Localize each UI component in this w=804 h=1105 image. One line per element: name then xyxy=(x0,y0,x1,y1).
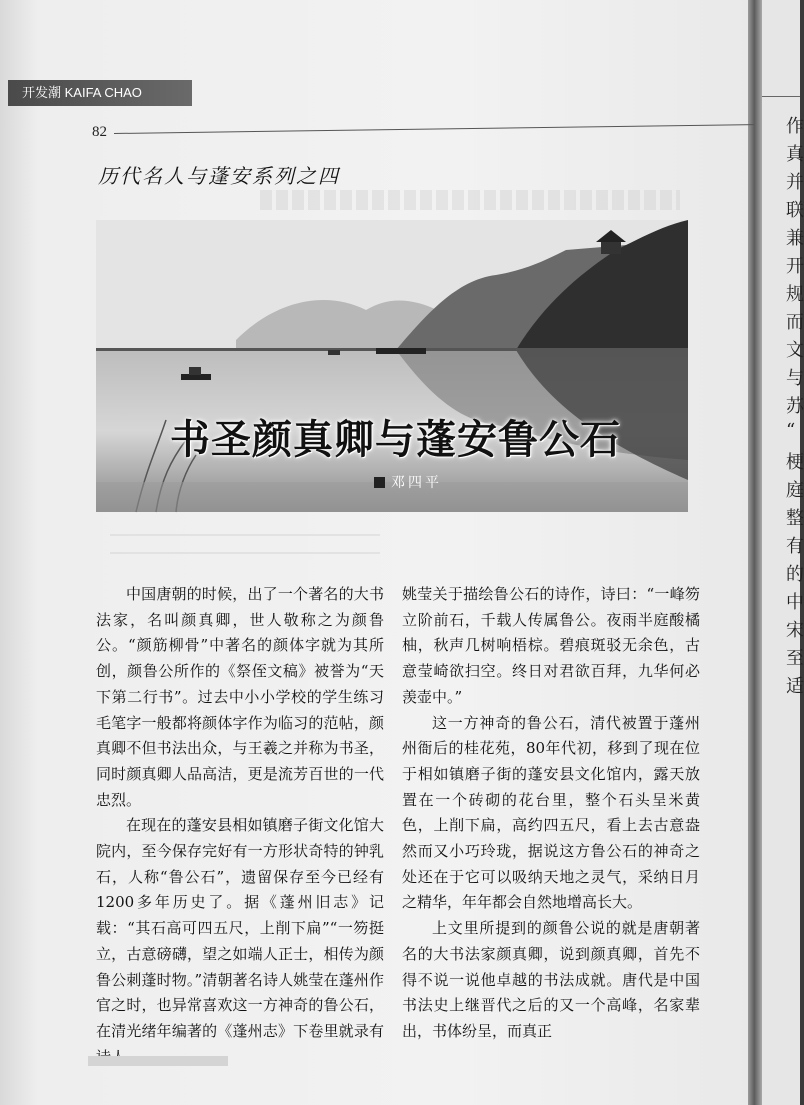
paragraph: 中国唐朝的时候，出了一个著名的大书法家，名叫颜真卿，世人敬称之为颜鲁公。“颜筋柳骨”中著名的颜体字就为其所创，颜鲁公所作的《祭侄文稿》被誉为“天下第二行书”。过去中小小学校的学生练习毛笔字一般都将颜体字作为临习的范帖，颜真卿不但书法出众，与王羲之并称为书圣，同时颜真卿人品高洁，更是流芳百世的一代忠烈。 xyxy=(96,585,384,809)
paragraph: 上文里所提到的颜鲁公说的就是唐朝著名的大书法家颜真卿，说到颜真卿，首先不得不说一说他卓越的书法成就。唐代是中国书法史上继晋代之后的又一个高峰，名家辈出，书体纷呈，而真正 xyxy=(402,919,700,1040)
next-page-char: 并 xyxy=(786,172,804,193)
paragraph: 这一方神奇的鲁公石，清代被置于蓬州州衙后的桂花苑，80年代初，移到了现在位于相如镇磨子街的蓬安县文化馆内，露天放置在一个砖砌的花台里，整个石头呈米黄色，上削下扁，高约四五尺，看上去古意盎然而又小巧玲珑，据说这方鲁公石的神奇之处还在于它可以吸纳天地之灵气，采纳日月之精华，年年都会自然地增高长大。 xyxy=(402,713,700,912)
right-text-column xyxy=(402,582,700,1045)
next-page-char: 规 xyxy=(786,284,804,305)
next-page-rule xyxy=(762,96,800,97)
next-page-char: 作 xyxy=(786,116,804,137)
paragraph: 在现在的蓬安县相如镇磨子街文化馆大院内，至今保存完好有一方形状奇特的钟乳石，人称“鲁公石”，遗留保存至今已经有1200多年历史了。据《蓬州旧志》记载：“其石高可四五尺，上削下扁”“一笏挺立，古意磅礴，望之如端人正士，相传为颜鲁公刺蓬时物。”清朝著名诗人姚莹在蓬州作官之时，也异常喜欢这一方神奇的鲁公石，在清光绪年编著的《蓬州志》下卷里就录有 xyxy=(96,816,384,1040)
landscape-photo xyxy=(96,220,688,512)
article-title: 书圣颜真卿与蓬安鲁公石 xyxy=(170,416,621,463)
footer-shadow xyxy=(88,1056,228,1066)
next-page-char: 庭 xyxy=(786,480,804,501)
next-page-char: 的 xyxy=(786,564,804,585)
author-byline xyxy=(374,472,442,492)
next-page-char: 而 xyxy=(786,312,804,333)
next-page-char: 中 xyxy=(786,592,804,613)
byline-square-icon xyxy=(374,477,385,488)
next-page-edge xyxy=(762,0,804,1105)
next-page-char: 苏 xyxy=(786,396,804,417)
bleed-through-shadow xyxy=(110,530,380,570)
next-page-char: 文 xyxy=(786,340,804,361)
magazine-banner: 开发潮 KAIFA CHAO xyxy=(8,80,192,106)
next-page-char: 适 xyxy=(786,676,804,697)
left-text-column xyxy=(96,582,384,1070)
next-page-char: 宋 xyxy=(786,620,804,641)
next-page-char: 兼 xyxy=(786,228,804,249)
series-title: 历代名人与蓬安系列之四 xyxy=(98,164,340,188)
next-page-char: 梗 xyxy=(786,452,804,473)
author-name: 邓四平 xyxy=(391,475,442,491)
next-page-char: 至 xyxy=(786,648,804,669)
next-page-char: 开 xyxy=(786,256,804,277)
next-page-char: “ xyxy=(786,420,796,441)
next-page-char: 与 xyxy=(786,368,804,389)
next-page-char: 联 xyxy=(786,200,804,221)
page-number: 82 xyxy=(92,124,107,140)
bleed-through-shadow xyxy=(260,190,680,210)
next-page-char: 整 xyxy=(786,508,804,529)
next-page-char: 有 xyxy=(786,536,804,557)
next-page-char: 真 xyxy=(786,144,804,165)
lake-landscape-image xyxy=(96,220,688,512)
book-gutter xyxy=(748,0,762,1105)
paragraph: 姚莹关于描绘鲁公石的诗作，诗曰：“一峰笏立阶前石，千载人传属鲁公。夜雨半庭酸橘柚，秋声几树响梧棕。碧痕斑驳无余色，古意莹崎欲扫空。终日对君欲百拜，九华何必羡壶中。” xyxy=(402,585,700,706)
